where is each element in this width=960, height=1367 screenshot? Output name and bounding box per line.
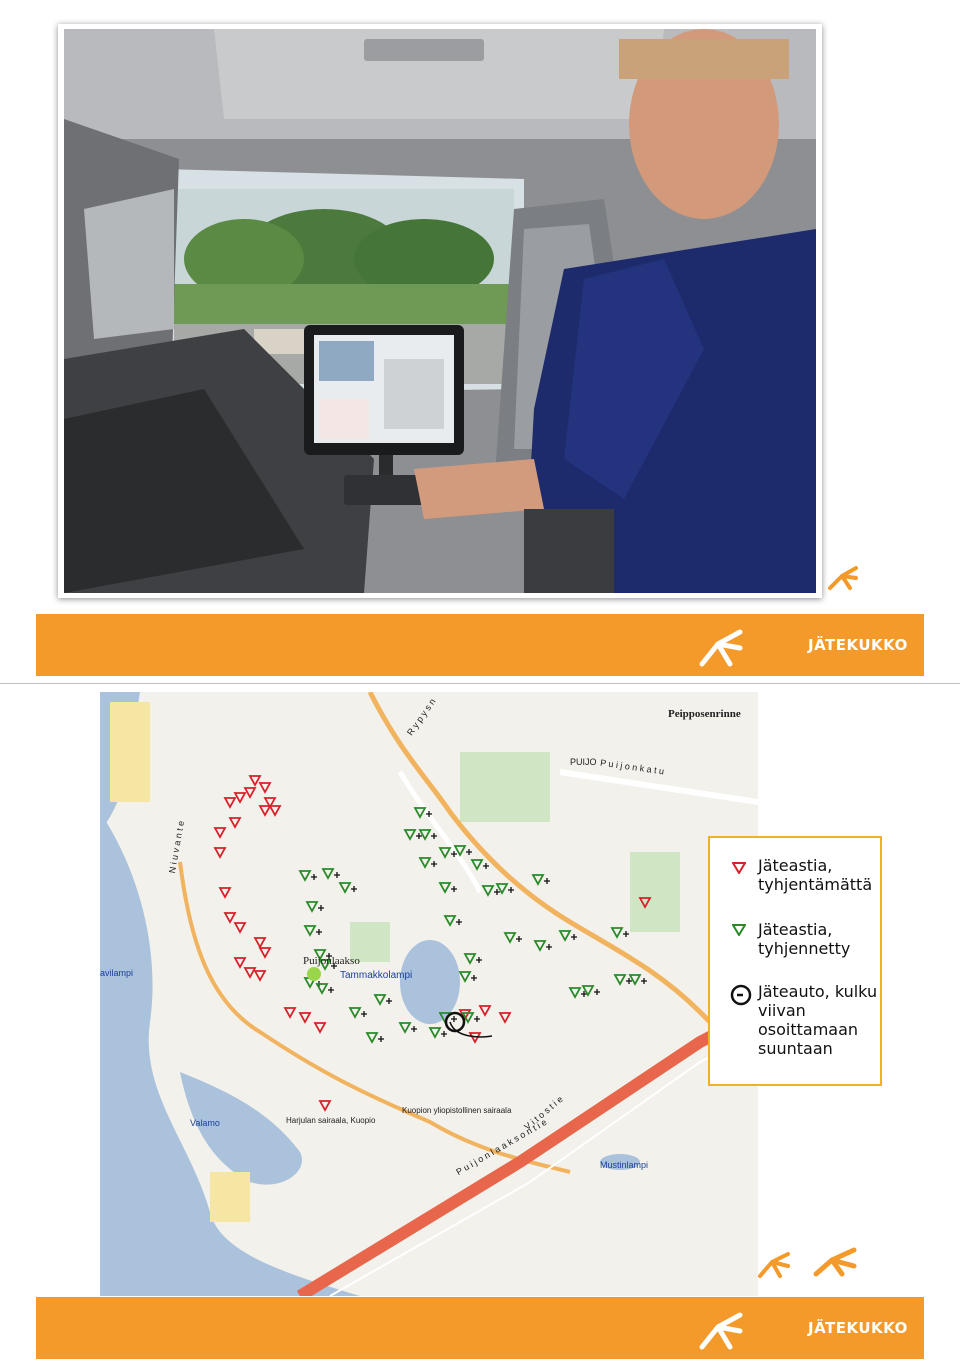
- legend-item-uncollected: Jäteastia, tyhjentämättä: [758, 856, 873, 894]
- plus-marker: [508, 887, 514, 893]
- bird-icon: [812, 1244, 858, 1278]
- collected-bin-marker: [415, 808, 425, 817]
- uncollected-bin-marker: [235, 958, 245, 967]
- uncollected-bin-marker: [235, 793, 245, 802]
- uncollected-bin-marker: [245, 968, 255, 977]
- collected-bin-marker: [420, 858, 430, 867]
- plus-marker: [494, 889, 500, 895]
- collected-bin-marker: [400, 1023, 410, 1032]
- map-label-puijonkatu: P u i j o n k a t u: [599, 757, 665, 777]
- plus-marker: [623, 931, 629, 937]
- map-label-vilampi: avilampi: [100, 968, 134, 978]
- collected-bin-marker: [445, 916, 455, 925]
- plus-marker: [328, 987, 334, 993]
- collected-bin-marker: [420, 830, 430, 839]
- collected-bin-marker: [307, 902, 317, 911]
- collected-bin-marker: [612, 928, 622, 937]
- uncollected-bin-marker: [480, 1006, 490, 1015]
- map-label-vitostie: V i t o s t i e: [522, 1094, 565, 1132]
- uncollected-bin-marker: [220, 888, 230, 897]
- plus-marker: [316, 929, 322, 935]
- legend-item-collected: Jäteastia, tyhjennetty: [758, 920, 851, 958]
- garbage-truck-marker: [446, 1013, 464, 1031]
- collected-bin-marker: [317, 984, 327, 993]
- footer-banner: [36, 614, 924, 676]
- bird-icon: [696, 620, 746, 670]
- plus-marker: [594, 989, 600, 995]
- plus-marker: [471, 975, 477, 981]
- collected-bin-marker: [350, 1008, 360, 1017]
- collected-bin-marker: [440, 883, 450, 892]
- bird-icon: [826, 562, 860, 592]
- slide-divider: [0, 683, 960, 684]
- legend-item-truck: Jäteauto, kulku viivan osoittamaan suuntaan: [758, 982, 878, 1058]
- map-label-kys: Kuopion yliopistollinen sairaala: [402, 1106, 512, 1115]
- plus-marker: [441, 1031, 447, 1037]
- truck-direction-icon: [730, 984, 752, 1006]
- uncollected-bin-marker: [260, 948, 270, 957]
- collected-bin-marker: [570, 988, 580, 997]
- route-map: [100, 692, 758, 1296]
- jatekukko-logo: JÄTEKUKKO: [808, 1319, 908, 1337]
- uncollected-bin-marker: [300, 1013, 310, 1022]
- bird-icon: [696, 1303, 746, 1353]
- photo-frame: [58, 24, 822, 598]
- plus-marker: [641, 978, 647, 984]
- collected-bin-marker: [300, 871, 310, 880]
- collected-bin-marker: [460, 972, 470, 981]
- jatekukko-logo: JÄTEKUKKO: [808, 636, 908, 654]
- plus-marker: [351, 886, 357, 892]
- uncollected-bin-marker: [230, 818, 240, 827]
- map-label-mustinlampi: Mustinlampi: [600, 1160, 649, 1170]
- plus-marker: [466, 849, 472, 855]
- uncollected-bin-marker: [260, 806, 270, 815]
- red-triangle-icon: [732, 862, 746, 874]
- map-label-harjula: Harjulan sairaala, Kuopio: [286, 1116, 376, 1125]
- collected-bin-marker: [483, 886, 493, 895]
- map-legend: [708, 836, 882, 1086]
- plus-marker: [386, 998, 392, 1004]
- plus-marker: [483, 863, 489, 869]
- uncollected-bin-marker: [320, 1101, 330, 1110]
- plus-marker: [544, 878, 550, 884]
- plus-marker: [311, 874, 317, 880]
- collected-bin-marker: [375, 995, 385, 1004]
- collected-bin-marker: [615, 975, 625, 984]
- map-label-puijonlaakso: Puijonlaakso: [303, 955, 360, 967]
- plus-marker: [416, 833, 422, 839]
- uncollected-bin-marker: [250, 776, 260, 785]
- collected-bin-marker: [340, 883, 350, 892]
- collected-bin-marker: [465, 954, 475, 963]
- plus-marker: [431, 833, 437, 839]
- plus-marker: [334, 872, 340, 878]
- plus-marker: [546, 944, 552, 950]
- collected-bin-marker: [430, 1028, 440, 1037]
- collected-bin-marker: [367, 1033, 377, 1042]
- uncollected-bin-marker: [235, 923, 245, 932]
- uncollected-bin-marker: [260, 783, 270, 792]
- plus-marker: [361, 1011, 367, 1017]
- plus-marker: [318, 905, 324, 911]
- uncollected-bin-marker: [215, 848, 225, 857]
- uncollected-bin-marker: [225, 913, 235, 922]
- uncollected-bin-marker: [225, 798, 235, 807]
- map-label-tammakkolampi: Tammakkolampi: [340, 970, 413, 981]
- collected-bin-marker: [535, 941, 545, 950]
- plus-marker: [571, 934, 577, 940]
- green-triangle-icon: [732, 924, 746, 936]
- collected-bin-marker: [323, 869, 333, 878]
- bird-icon: [756, 1248, 792, 1280]
- map-label-puijonlaaksontie: P u i j o n l a a k s o n t i e: [454, 1116, 549, 1178]
- uncollected-bin-marker: [500, 1013, 510, 1022]
- uncollected-bin-marker: [255, 938, 265, 947]
- collected-bin-marker: [533, 875, 543, 884]
- plus-marker: [431, 861, 437, 867]
- collected-bin-marker: [505, 933, 515, 942]
- plus-marker: [476, 957, 482, 963]
- collected-bin-marker: [405, 830, 415, 839]
- collected-bin-marker: [472, 860, 482, 869]
- plus-marker: [378, 1036, 384, 1042]
- uncollected-bin-marker: [285, 1008, 295, 1017]
- uncollected-bin-marker: [270, 806, 280, 815]
- map-label-valamo: Valamo: [190, 1118, 220, 1128]
- collected-bin-marker: [560, 931, 570, 940]
- plus-marker: [456, 919, 462, 925]
- plus-marker: [451, 1016, 457, 1022]
- map-label-peipposenrinne: Peipposenrinne: [668, 708, 741, 720]
- collected-bin-marker: [630, 975, 640, 984]
- map-label-niuvante: N i u v a n t e: [166, 820, 187, 874]
- map-label-puijo: PUIJO: [570, 757, 597, 767]
- collected-bin-marker: [305, 926, 315, 935]
- plus-marker: [451, 886, 457, 892]
- uncollected-bin-marker: [245, 788, 255, 797]
- plus-marker: [626, 978, 632, 984]
- map-label-rypysn: R y p y s n: [404, 696, 438, 738]
- uncollected-bin-marker: [255, 971, 265, 980]
- truck-cab-photo: [64, 29, 816, 593]
- uncollected-bin-marker: [315, 1023, 325, 1032]
- plus-marker: [516, 936, 522, 942]
- uncollected-bin-marker: [215, 828, 225, 837]
- plus-marker: [411, 1026, 417, 1032]
- footer-banner: [36, 1297, 924, 1359]
- collected-bin-marker: [440, 848, 450, 857]
- plus-marker: [474, 1016, 480, 1022]
